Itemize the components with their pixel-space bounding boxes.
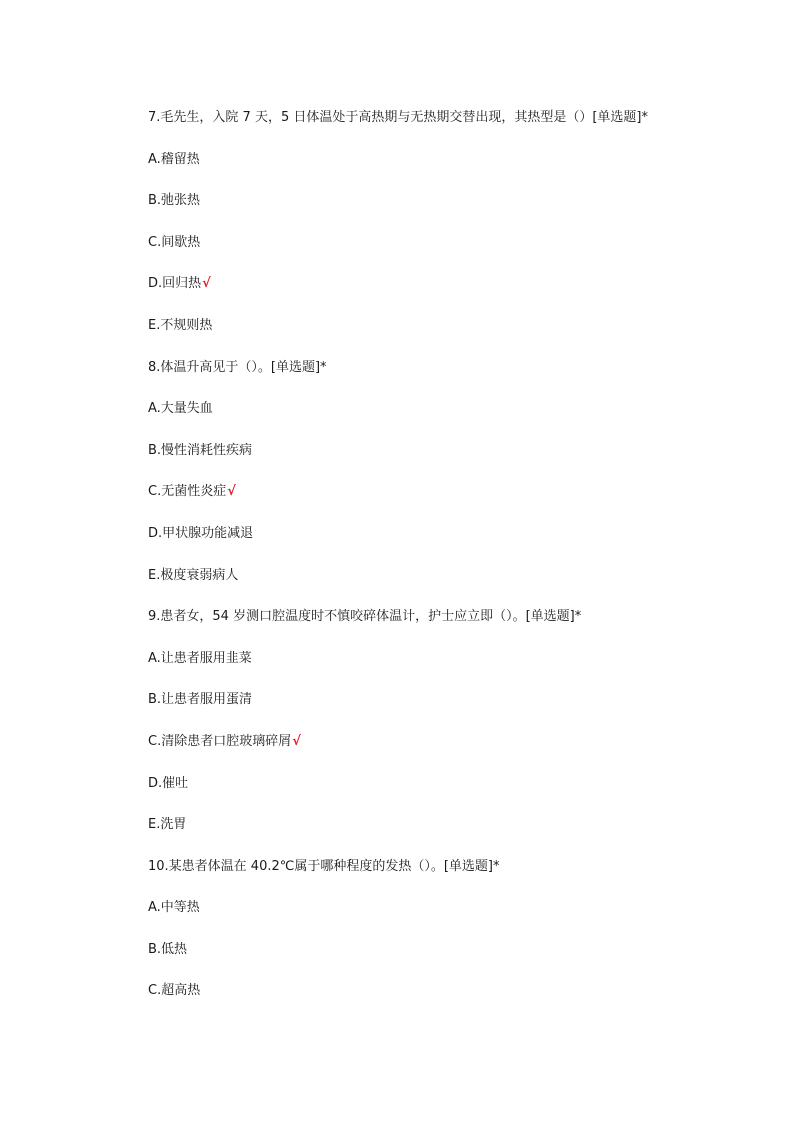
check-mark-icon: √ [227, 484, 236, 500]
option-8a[interactable] [148, 399, 748, 419]
question-10-text: 10.某患者体温在 40.2℃属于哪种程度的发热（）。[单选题]* [148, 858, 500, 874]
option-label: C.无菌性炎症 [148, 484, 227, 500]
option-label: B.让患者服用蛋清 [148, 692, 253, 708]
option-label: B.弛张热 [148, 193, 201, 209]
option-9d[interactable] [148, 774, 748, 794]
option-8b[interactable] [148, 441, 748, 461]
option-label: D.甲状腺功能减退 [148, 525, 254, 541]
option-7a[interactable] [148, 150, 748, 170]
option-label: B.低热 [148, 941, 188, 957]
option-label: E.洗胃 [148, 817, 187, 833]
question-8-text: 8.体温升高见于（）。[单选题]* [148, 359, 327, 375]
option-label: E.不规则热 [148, 317, 213, 333]
question-7-text: 7.毛先生，入院 7 天，5 日体温处于高热期与无热期交替出现，其热型是（）[单选题]* [148, 110, 648, 125]
option-label: C.超高热 [148, 983, 201, 999]
option-label: E.极度衰弱病人 [148, 567, 239, 583]
option-10a[interactable] [148, 898, 748, 918]
option-label: A.让患者服用韭菜 [148, 650, 252, 666]
option-8c[interactable] [148, 482, 748, 502]
question-9-text: 9.患者女，54 岁测口腔温度时不慎咬碎体温计，护士应立即（）。[单选题]* [148, 609, 582, 625]
question-list [148, 108, 748, 1023]
option-7b[interactable] [148, 191, 748, 211]
option-label: A.大量失血 [148, 401, 213, 417]
option-7c[interactable] [148, 233, 748, 253]
option-label: D.回归热 [148, 276, 202, 292]
option-label: B.慢性消耗性疾病 [148, 442, 253, 458]
option-7e[interactable] [148, 316, 748, 336]
check-mark-icon: √ [202, 276, 211, 292]
option-7d[interactable] [148, 274, 748, 294]
option-label: C.清除患者口腔玻璃碎屑 [148, 733, 292, 749]
option-9c[interactable] [148, 732, 748, 752]
option-10b[interactable] [148, 940, 748, 960]
option-9e[interactable] [148, 815, 748, 835]
option-label: A.中等热 [148, 900, 200, 916]
option-10c[interactable] [148, 981, 748, 1001]
check-mark-icon: √ [292, 733, 301, 749]
option-label: C.间歇热 [148, 234, 201, 250]
option-9b[interactable] [148, 690, 748, 710]
option-label: D.催吐 [148, 775, 189, 791]
option-9a[interactable] [148, 649, 748, 669]
option-label: A.稽留热 [148, 151, 200, 167]
option-8e[interactable] [148, 566, 748, 586]
option-8d[interactable] [148, 524, 748, 544]
